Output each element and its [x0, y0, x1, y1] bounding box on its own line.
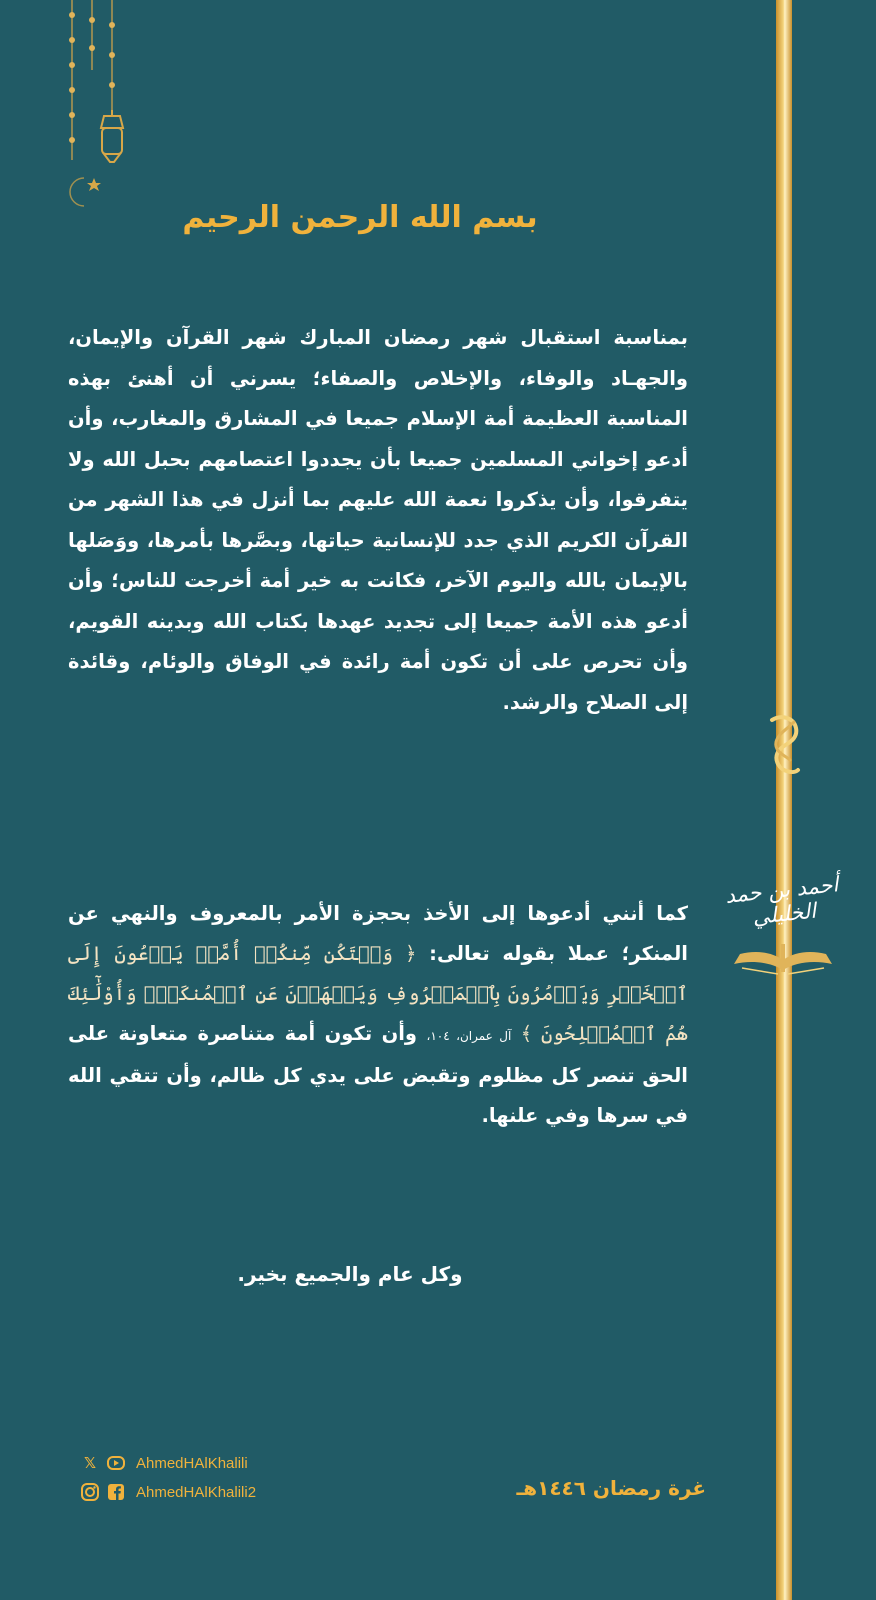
- social-handle-x-youtube[interactable]: AhmedHAlKhalili: [136, 1454, 248, 1472]
- paragraph-greeting: بمناسبة استقبال شهر رمضان المبارك شهر القرآن والإيمان، والجهـاد والوفاء، والإخلاص والصفاء؛ يسرني أن أهنئ بهذه المناسبة العظيمة أمة الإسلام جميعا في المشارق والمغارب، وأن أدعو إخواني المسلمين جميعا بأن يجددوا اعتصامهم بحبل الله ولا يتفرقوا، وأن يذكروا نعمة الله عليهم بما أنزل في هذا الشهر من القرآن الكريم الذي جدد للإنسانية حياتها، وبصَّرها بأمرها، ووَصَلها بالإيمان بالله واليوم الآخر، فكانت به خير أمة أخرجت للناس؛ وأن أدعو هذه الأمة جميعا إلى تجديد عهدها بكتاب الله وبدينه القويم، وأن تحرص على أن تكون أمة رائدة في الوفاق والوئام، وقائدة إلى الصلاح والرشد.: [68, 326, 688, 714]
- x-icon[interactable]: 𝕏: [83, 1454, 97, 1472]
- closing-greeting: وكل عام والجميع بخير.: [237, 1262, 463, 1286]
- signature: أحمد بن حمد الخليلي: [724, 872, 840, 930]
- social-handle-instagram-facebook[interactable]: AhmedHAlKhalili2: [136, 1483, 257, 1501]
- open-book-icon: [730, 940, 836, 980]
- verse-reference: آل عمران، ١٠٤،: [426, 1029, 512, 1043]
- social-row-instagram-facebook: [80, 1482, 256, 1502]
- instagram-icon[interactable]: [80, 1482, 100, 1502]
- paragraph-call: [68, 894, 688, 1136]
- social-row-x-youtube: [80, 1453, 248, 1473]
- gold-divider-line: [776, 0, 792, 1600]
- basmala-title: بسم الله الرحمن الرحيم: [182, 200, 538, 235]
- youtube-icon[interactable]: [106, 1453, 126, 1473]
- paragraph-call-intro: كما أنني أدعوها إلى الأخذ بحجزة الأمر بالمعروف والنهي عن المنكر؛ عملا بقوله تعالى:: [68, 902, 688, 965]
- quran-verse: ﴿ وَلۡتَكُن مِّنكُمۡ أُمَّةٞ يَدۡعُونَ إِلَى ٱلۡخَيۡرِ وَيَأۡمُرُونَ بِٱلۡمَعۡرُوفِ وَيَنۡهَوۡنَ عَنِ ٱلۡمُنكَرِۚ وَأُوْلَٰٓئِكَ هُمُ ٱلۡمُفۡلِحُونَ ﴾: [68, 942, 688, 1045]
- facebook-icon[interactable]: [106, 1482, 126, 1502]
- paragraph-call-rest: وأن تكون أمة متناصرة متعاونة على الحق تنصر كل مظلوم وتقبض على يدي كل ظالم، وأن تتقي الله في سرها وفي علنها.: [68, 1022, 688, 1127]
- ramadan-lanterns-decoration: [52, 0, 132, 220]
- clasped-hands-icon: [764, 712, 806, 780]
- hijri-date: غرة رمضان ١٤٤٦هـ: [516, 1476, 706, 1500]
